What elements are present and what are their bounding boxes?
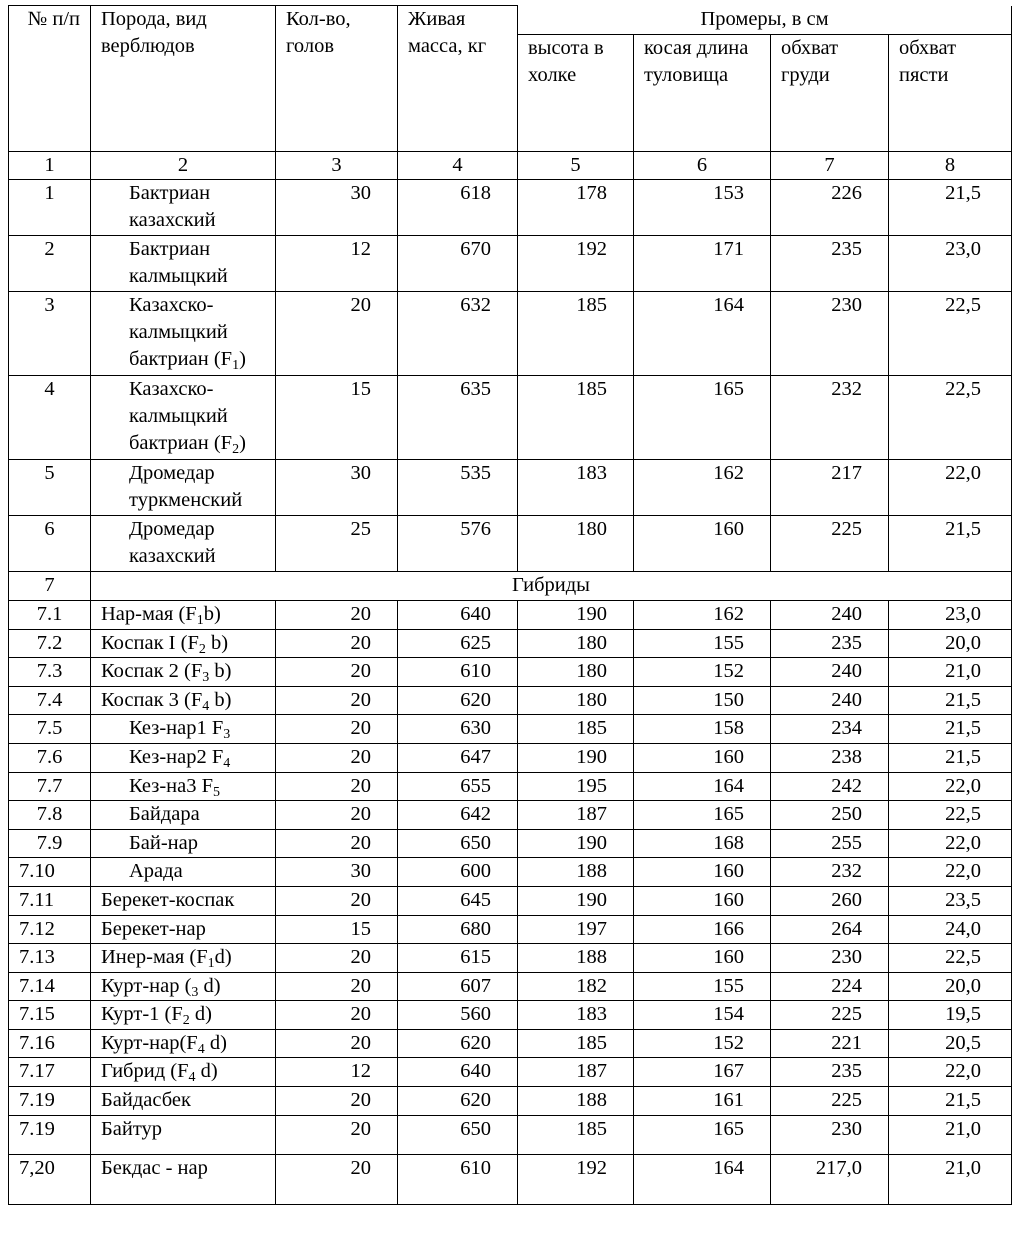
breed-cell xyxy=(91,630,276,658)
height-cell: 180 xyxy=(518,516,634,572)
length-cell: 150 xyxy=(634,687,771,715)
generation-subscript: 4 xyxy=(188,1070,196,1085)
breed-cell: Бекдас - нар xyxy=(91,1155,276,1205)
breed-name: Курт-1 (F xyxy=(101,1003,183,1025)
generation-subscript: 5 xyxy=(213,785,221,800)
column-number: 3 xyxy=(276,152,398,180)
mass-cell: 640 xyxy=(398,1058,518,1087)
height-cell: 185 xyxy=(518,292,634,376)
metacarpus-cell: 22,0 xyxy=(889,858,1012,887)
mass-cell: 670 xyxy=(398,236,518,292)
table-row xyxy=(9,180,1012,236)
height-cell: 185 xyxy=(518,1030,634,1058)
count-cell: 30 xyxy=(276,180,398,236)
chest-cell: 225 xyxy=(771,1001,889,1030)
hybrids-section-label: Гибриды xyxy=(91,572,1012,601)
metacarpus-cell: 23,0 xyxy=(889,236,1012,292)
chest-cell: 217,0 xyxy=(771,1155,889,1205)
row-number: 4 xyxy=(9,376,91,460)
breed-cell xyxy=(91,1058,276,1087)
breed-name: Нар-мая (F xyxy=(101,603,197,625)
breed-cell: Бай-нар xyxy=(91,830,276,858)
mass-cell: 610 xyxy=(398,1155,518,1205)
metacarpus-cell: 22,0 xyxy=(889,460,1012,516)
row-number: 7.19 xyxy=(9,1116,91,1155)
header-measures-group: Промеры, в см xyxy=(518,6,1012,35)
height-cell: 183 xyxy=(518,1001,634,1030)
length-cell: 154 xyxy=(634,1001,771,1030)
row-number: 3 xyxy=(9,292,91,376)
mass-cell: 620 xyxy=(398,687,518,715)
height-cell: 178 xyxy=(518,180,634,236)
generation-subscript: 3 xyxy=(223,727,231,742)
row-number: 7.2 xyxy=(9,630,91,658)
height-cell: 188 xyxy=(518,1087,634,1116)
metacarpus-cell: 21,5 xyxy=(889,1087,1012,1116)
breed-suffix: ) xyxy=(239,348,246,370)
chest-cell: 225 xyxy=(771,516,889,572)
length-cell: 160 xyxy=(634,887,771,916)
chest-cell: 230 xyxy=(771,292,889,376)
table-row xyxy=(9,687,1012,715)
breed-name: Казахско-калмыцкий бактриан (F xyxy=(129,378,233,454)
row-number: 6 xyxy=(9,516,91,572)
height-cell: 197 xyxy=(518,916,634,944)
length-cell: 164 xyxy=(634,292,771,376)
mass-cell: 620 xyxy=(398,1087,518,1116)
height-cell: 188 xyxy=(518,944,634,973)
metacarpus-cell: 22,5 xyxy=(889,944,1012,973)
breed-name: Коспак 3 (F xyxy=(101,689,203,711)
length-cell: 152 xyxy=(634,658,771,687)
chest-cell: 226 xyxy=(771,180,889,236)
height-cell: 190 xyxy=(518,744,634,773)
column-number: 4 xyxy=(398,152,518,180)
height-cell: 190 xyxy=(518,601,634,630)
count-cell: 20 xyxy=(276,830,398,858)
mass-cell: 535 xyxy=(398,460,518,516)
length-cell: 168 xyxy=(634,830,771,858)
breed-cell xyxy=(91,601,276,630)
breed-cell xyxy=(91,715,276,744)
breed-name: Коспак 2 (F xyxy=(101,660,203,682)
count-cell: 12 xyxy=(276,1058,398,1087)
length-cell: 160 xyxy=(634,744,771,773)
chest-cell: 255 xyxy=(771,830,889,858)
mass-cell: 640 xyxy=(398,601,518,630)
hybrids-section-row xyxy=(9,572,1012,601)
mass-cell: 647 xyxy=(398,744,518,773)
header-chest: обхват груди xyxy=(771,35,889,152)
count-cell: 30 xyxy=(276,460,398,516)
breed-name: Курт-нар(F xyxy=(101,1032,198,1054)
count-cell: 20 xyxy=(276,944,398,973)
height-cell: 192 xyxy=(518,236,634,292)
chest-cell: 234 xyxy=(771,715,889,744)
breed-name: Гибрид (F xyxy=(101,1060,189,1082)
height-cell: 185 xyxy=(518,715,634,744)
camel-measurements-table xyxy=(8,5,1012,1205)
length-cell: 155 xyxy=(634,973,771,1001)
column-number: 6 xyxy=(634,152,771,180)
table-row xyxy=(9,944,1012,973)
hybrids-section-number: 7 xyxy=(9,572,91,601)
mass-cell: 618 xyxy=(398,180,518,236)
chest-cell: 264 xyxy=(771,916,889,944)
row-number: 7,20 xyxy=(9,1155,91,1205)
mass-cell: 645 xyxy=(398,887,518,916)
chest-cell: 225 xyxy=(771,1087,889,1116)
metacarpus-cell: 21,5 xyxy=(889,687,1012,715)
chest-cell: 240 xyxy=(771,687,889,715)
length-cell: 165 xyxy=(634,376,771,460)
chest-cell: 230 xyxy=(771,1116,889,1155)
count-cell: 20 xyxy=(276,801,398,830)
column-number: 5 xyxy=(518,152,634,180)
table-row xyxy=(9,916,1012,944)
generation-subscript: 3 xyxy=(202,670,210,685)
table-row xyxy=(9,1001,1012,1030)
metacarpus-cell: 19,5 xyxy=(889,1001,1012,1030)
breed-cell xyxy=(91,744,276,773)
metacarpus-cell: 22,0 xyxy=(889,830,1012,858)
count-cell: 30 xyxy=(276,858,398,887)
header-num: № п/п xyxy=(9,6,91,152)
generation-subscript: 4 xyxy=(202,699,210,714)
chest-cell: 260 xyxy=(771,887,889,916)
chest-cell: 224 xyxy=(771,973,889,1001)
breed-name: Казахско-калмыцкий бактриан (F xyxy=(129,294,233,370)
breed-cell: Берекет-нар xyxy=(91,916,276,944)
count-cell: 20 xyxy=(276,1001,398,1030)
table-row xyxy=(9,1030,1012,1058)
length-cell: 152 xyxy=(634,1030,771,1058)
count-cell: 15 xyxy=(276,376,398,460)
mass-cell: 642 xyxy=(398,801,518,830)
breed-cell: Дромедар туркменский xyxy=(91,460,276,516)
metacarpus-cell: 21,0 xyxy=(889,1155,1012,1205)
chest-cell: 242 xyxy=(771,773,889,801)
metacarpus-cell: 22,5 xyxy=(889,376,1012,460)
metacarpus-cell: 20,0 xyxy=(889,630,1012,658)
breed-suffix: d) xyxy=(189,1003,212,1025)
breed-cell xyxy=(91,292,276,376)
mass-cell: 560 xyxy=(398,1001,518,1030)
length-cell: 166 xyxy=(634,916,771,944)
column-number: 2 xyxy=(91,152,276,180)
header-mass: Живая масса, кг xyxy=(398,6,518,152)
length-cell: 167 xyxy=(634,1058,771,1087)
count-cell: 20 xyxy=(276,630,398,658)
header-body-length: косая длина туловища xyxy=(634,35,771,152)
breed-name: Курт-нар ( xyxy=(101,975,192,997)
metacarpus-cell: 21,5 xyxy=(889,180,1012,236)
breed-suffix: d) xyxy=(198,975,221,997)
generation-subscript: 1 xyxy=(232,358,240,373)
table-body xyxy=(9,6,1012,1205)
row-number: 7.17 xyxy=(9,1058,91,1087)
row-number: 7.10 xyxy=(9,858,91,887)
height-cell: 190 xyxy=(518,887,634,916)
height-cell: 187 xyxy=(518,1058,634,1087)
metacarpus-cell: 21,5 xyxy=(889,516,1012,572)
breed-suffix: b) xyxy=(205,632,229,654)
table-row xyxy=(9,973,1012,1001)
count-cell: 20 xyxy=(276,973,398,1001)
count-cell: 15 xyxy=(276,916,398,944)
row-number: 7.7 xyxy=(9,773,91,801)
generation-subscript: 1 xyxy=(207,956,215,971)
header-height: высота в холке xyxy=(518,35,634,152)
height-cell: 180 xyxy=(518,630,634,658)
breed-suffix: d) xyxy=(204,1032,227,1054)
height-cell: 192 xyxy=(518,1155,634,1205)
row-number: 7.3 xyxy=(9,658,91,687)
height-cell: 190 xyxy=(518,830,634,858)
header-row-top xyxy=(9,6,1012,35)
metacarpus-cell: 23,5 xyxy=(889,887,1012,916)
table-row xyxy=(9,658,1012,687)
header-breed: Порода, вид верблюдов xyxy=(91,6,276,152)
breed-cell: Бактриан калмыцкий xyxy=(91,236,276,292)
breed-cell: Берекет-коспак xyxy=(91,887,276,916)
column-number: 8 xyxy=(889,152,1012,180)
row-number: 7.4 xyxy=(9,687,91,715)
mass-cell: 615 xyxy=(398,944,518,973)
chest-cell: 230 xyxy=(771,944,889,973)
row-number: 7.13 xyxy=(9,944,91,973)
row-number: 7.6 xyxy=(9,744,91,773)
header-metacarpus: обхват пясти xyxy=(889,35,1012,152)
metacarpus-cell: 21,5 xyxy=(889,715,1012,744)
metacarpus-cell: 20,0 xyxy=(889,973,1012,1001)
breed-cell xyxy=(91,973,276,1001)
chest-cell: 221 xyxy=(771,1030,889,1058)
breed-name: Инер-мая (F xyxy=(101,946,208,968)
count-cell: 20 xyxy=(276,1087,398,1116)
table-row xyxy=(9,830,1012,858)
table-row xyxy=(9,601,1012,630)
row-number: 7.11 xyxy=(9,887,91,916)
chest-cell: 240 xyxy=(771,658,889,687)
breed-name: Коспак I (F xyxy=(101,632,199,654)
metacarpus-cell: 22,0 xyxy=(889,773,1012,801)
mass-cell: 610 xyxy=(398,658,518,687)
mass-cell: 600 xyxy=(398,858,518,887)
table-row xyxy=(9,773,1012,801)
breed-suffix: d) xyxy=(195,1060,218,1082)
breed-suffix: b) xyxy=(209,689,232,711)
metacarpus-cell: 20,5 xyxy=(889,1030,1012,1058)
breed-suffix: b) xyxy=(203,603,221,625)
metacarpus-cell: 22,5 xyxy=(889,292,1012,376)
generation-subscript: 4 xyxy=(223,756,231,771)
table-row xyxy=(9,376,1012,460)
breed-cell xyxy=(91,376,276,460)
table-row xyxy=(9,236,1012,292)
count-cell: 20 xyxy=(276,887,398,916)
table-row xyxy=(9,1058,1012,1087)
chest-cell: 232 xyxy=(771,858,889,887)
chest-cell: 240 xyxy=(771,601,889,630)
breed-cell: Байдара xyxy=(91,801,276,830)
length-cell: 165 xyxy=(634,1116,771,1155)
row-number: 7.5 xyxy=(9,715,91,744)
length-cell: 162 xyxy=(634,601,771,630)
height-cell: 185 xyxy=(518,376,634,460)
length-cell: 155 xyxy=(634,630,771,658)
length-cell: 161 xyxy=(634,1087,771,1116)
chest-cell: 250 xyxy=(771,801,889,830)
generation-subscript: 2 xyxy=(182,1013,190,1028)
metacarpus-cell: 21,0 xyxy=(889,658,1012,687)
header-count: Кол-во, голов xyxy=(276,6,398,152)
breed-cell: Байтур xyxy=(91,1116,276,1155)
column-number: 1 xyxy=(9,152,91,180)
table-row xyxy=(9,292,1012,376)
length-cell: 160 xyxy=(634,944,771,973)
row-number: 7.16 xyxy=(9,1030,91,1058)
count-cell: 20 xyxy=(276,773,398,801)
breed-suffix: b) xyxy=(209,660,232,682)
breed-cell xyxy=(91,1001,276,1030)
mass-cell: 607 xyxy=(398,973,518,1001)
length-cell: 158 xyxy=(634,715,771,744)
chest-cell: 235 xyxy=(771,1058,889,1087)
table-row xyxy=(9,1087,1012,1116)
breed-cell: Дромедар казахский xyxy=(91,516,276,572)
row-number: 5 xyxy=(9,460,91,516)
mass-cell: 630 xyxy=(398,715,518,744)
count-cell: 20 xyxy=(276,715,398,744)
breed-cell xyxy=(91,658,276,687)
row-number: 7.15 xyxy=(9,1001,91,1030)
generation-subscript: 2 xyxy=(232,442,240,457)
table-row xyxy=(9,887,1012,916)
height-cell: 182 xyxy=(518,973,634,1001)
mass-cell: 625 xyxy=(398,630,518,658)
mass-cell: 650 xyxy=(398,1116,518,1155)
table-row xyxy=(9,1116,1012,1155)
height-cell: 187 xyxy=(518,801,634,830)
count-cell: 20 xyxy=(276,1155,398,1205)
length-cell: 162 xyxy=(634,460,771,516)
count-cell: 12 xyxy=(276,236,398,292)
metacarpus-cell: 22,0 xyxy=(889,1058,1012,1087)
breed-cell xyxy=(91,687,276,715)
breed-cell: Байдасбек xyxy=(91,1087,276,1116)
count-cell: 25 xyxy=(276,516,398,572)
row-number: 7.8 xyxy=(9,801,91,830)
table-row xyxy=(9,630,1012,658)
mass-cell: 576 xyxy=(398,516,518,572)
breed-name: Кез-нар2 F xyxy=(129,746,224,768)
length-cell: 160 xyxy=(634,858,771,887)
count-cell: 20 xyxy=(276,1030,398,1058)
generation-subscript: 1 xyxy=(196,613,204,628)
count-cell: 20 xyxy=(276,292,398,376)
breed-cell xyxy=(91,1030,276,1058)
height-cell: 183 xyxy=(518,460,634,516)
table-row xyxy=(9,460,1012,516)
breed-name: Кез-нар1 F xyxy=(129,717,224,739)
row-number: 7.1 xyxy=(9,601,91,630)
table-row xyxy=(9,1155,1012,1205)
generation-subscript: 2 xyxy=(198,642,206,657)
mass-cell: 635 xyxy=(398,376,518,460)
breed-cell: Бактриан казахский xyxy=(91,180,276,236)
metacarpus-cell: 21,5 xyxy=(889,744,1012,773)
count-cell: 20 xyxy=(276,658,398,687)
height-cell: 185 xyxy=(518,1116,634,1155)
table-row xyxy=(9,801,1012,830)
row-number: 7.12 xyxy=(9,916,91,944)
row-number: 2 xyxy=(9,236,91,292)
table-row xyxy=(9,516,1012,572)
row-number: 7.19 xyxy=(9,1087,91,1116)
mass-cell: 655 xyxy=(398,773,518,801)
mass-cell: 632 xyxy=(398,292,518,376)
column-number: 7 xyxy=(771,152,889,180)
breed-suffix: ) xyxy=(239,432,246,454)
breed-cell xyxy=(91,944,276,973)
count-cell: 20 xyxy=(276,1116,398,1155)
breed-suffix: d) xyxy=(214,946,232,968)
height-cell: 180 xyxy=(518,687,634,715)
length-cell: 160 xyxy=(634,516,771,572)
length-cell: 164 xyxy=(634,773,771,801)
count-cell: 20 xyxy=(276,601,398,630)
breed-cell xyxy=(91,773,276,801)
length-cell: 164 xyxy=(634,1155,771,1205)
count-cell: 20 xyxy=(276,744,398,773)
breed-name: Кез-на3 F xyxy=(129,775,214,797)
chest-cell: 217 xyxy=(771,460,889,516)
mass-cell: 680 xyxy=(398,916,518,944)
height-cell: 180 xyxy=(518,658,634,687)
table-row xyxy=(9,744,1012,773)
chest-cell: 232 xyxy=(771,376,889,460)
generation-subscript: 4 xyxy=(197,1042,205,1057)
length-cell: 153 xyxy=(634,180,771,236)
metacarpus-cell: 21,0 xyxy=(889,1116,1012,1155)
generation-subscript: 3 xyxy=(191,985,199,1000)
metacarpus-cell: 22,5 xyxy=(889,801,1012,830)
length-cell: 171 xyxy=(634,236,771,292)
row-number: 7.9 xyxy=(9,830,91,858)
mass-cell: 650 xyxy=(398,830,518,858)
column-number-row xyxy=(9,152,1012,180)
chest-cell: 238 xyxy=(771,744,889,773)
metacarpus-cell: 24,0 xyxy=(889,916,1012,944)
height-cell: 188 xyxy=(518,858,634,887)
table-row xyxy=(9,858,1012,887)
table-row xyxy=(9,715,1012,744)
mass-cell: 620 xyxy=(398,1030,518,1058)
chest-cell: 235 xyxy=(771,236,889,292)
length-cell: 165 xyxy=(634,801,771,830)
height-cell: 195 xyxy=(518,773,634,801)
row-number: 7.14 xyxy=(9,973,91,1001)
metacarpus-cell: 23,0 xyxy=(889,601,1012,630)
chest-cell: 235 xyxy=(771,630,889,658)
row-number: 1 xyxy=(9,180,91,236)
breed-cell: Арада xyxy=(91,858,276,887)
count-cell: 20 xyxy=(276,687,398,715)
